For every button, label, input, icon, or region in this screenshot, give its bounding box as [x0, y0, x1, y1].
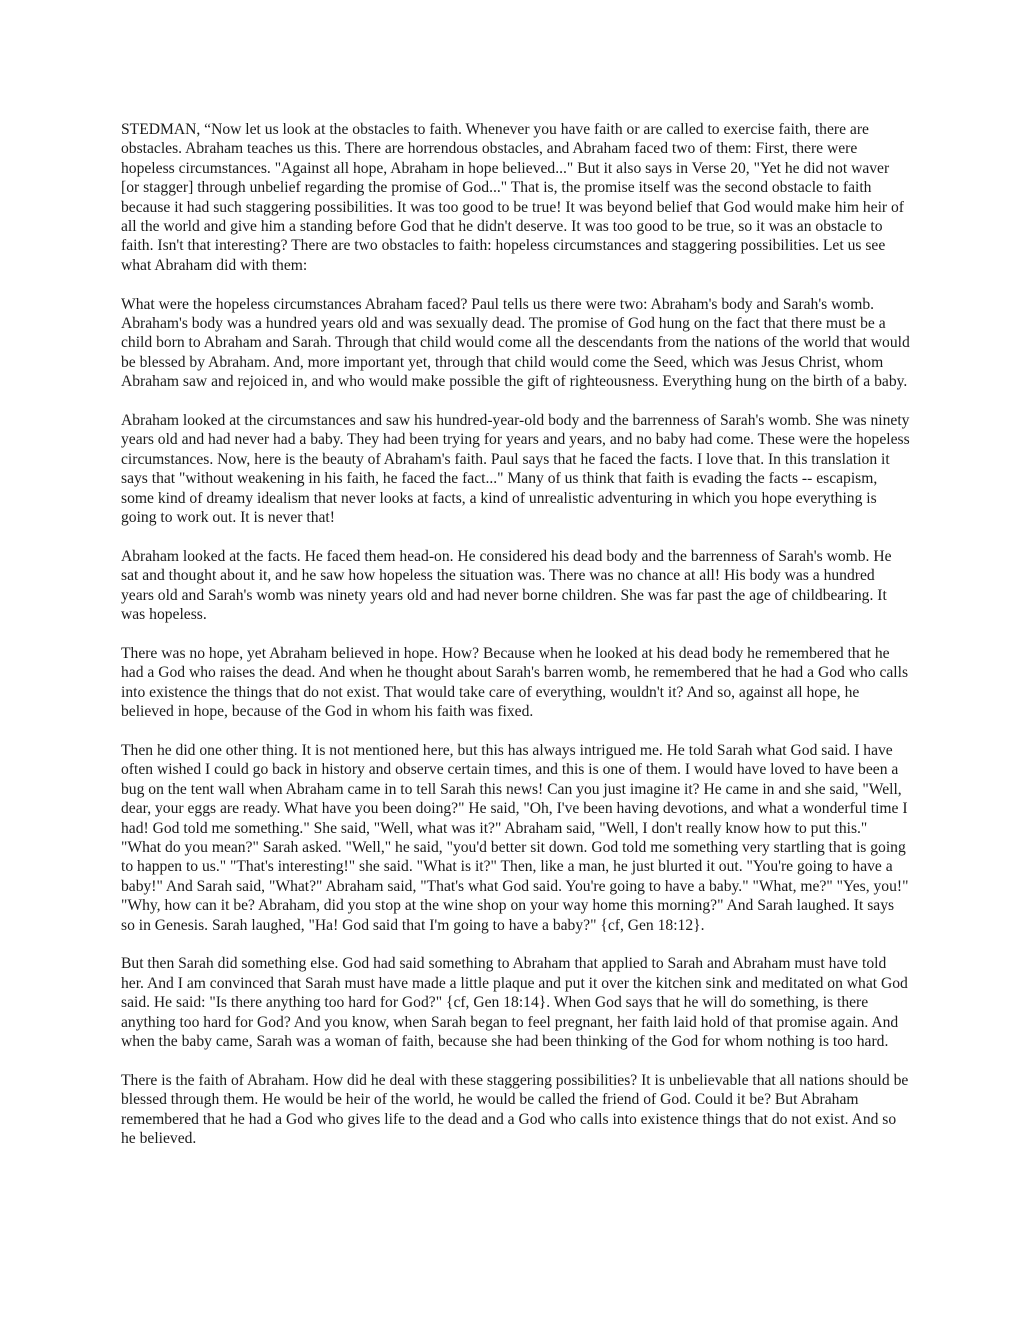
paragraph-told-sarah: Then he did one other thing. It is not mentioned here, but this has always intrigued me. He told Sarah what God said. I have often wished I could go back in history and observe certain times, and this is one of them. I would have loved to have been a bug on the tent wall when Abraham came in to tell Sarah this news! Can you just imagine it? He came in and she said, "Well, dear, your eggs are ready. What have you been doing?" He said, "Oh, I've been having devotions, and what a wonderful time I had! God told me something." She said, "Well, what was it?" Abraham said, "Well, I don't really know how to put this." "What do you mean?" Sarah asked. "Well," he said, "you'd better sit down. God told me something very startling that is going to happen to us." "That's interesting!" she said. "What is it?" Then, like a man, he just blurted it out. "You're going to have a baby!" And Sarah said, "What?" Abraham said, "That's what God said. You're going to have a baby." "What, me?" "Yes, you!" "Why, how can it be? Abraham, did you stop at the wine shop on your way home this morning?" And Sarah laughed. It says so in Genesis. Sarah laughed, "Ha! God said that I'm going to have a baby?" {cf, Gen 18:12}. [121, 741, 909, 934]
paragraph-facing-the-facts: Abraham looked at the circumstances and saw his hundred-year-old body and the barrenness of Sarah's womb. She was ninety years old and had never had a baby. They had been trying for years and years, and no baby had come. These were the hopeless circumstances. Now, here is the beauty of Abraham's faith. Paul says that he faced the facts. I love that. In this translation it says that "without weakening in his faith, he faced the fact..." Many of us think that faith is evading the facts -- escapism, some kind of dreamy idealism that never looks at facts, a kind of unrealistic adventuring in which you hope everything is going to work out. It is never that! [121, 412, 910, 527]
paragraph-hopeless-circumstances: What were the hopeless circumstances Abraham faced? Paul tells us there were two: Abraham's body and Sarah's womb. Abraham's body was a hundred years old and was sexually dead. The promise of God hung on the fact that there must be a child born to Abraham and Sarah. Through that child would come all the descendants from the nations of the world that would be blessed by Abraham. And, more important yet, through that child would come the Seed, which was Jesus Christ, whom Abraham saw and rejoiced in, and who would make possible the gift of righteousness. Everything hung on the birth of a baby. [121, 295, 910, 391]
document-page [121, 120, 911, 1148]
paragraph-faith-of-abraham: There is the faith of Abraham. How did he deal with these staggering possibilities? It is unbelievable that all nations should be blessed through them. He would be heir of the world, he would be called the friend of God. Could it be? But Abraham remembered that he had a God who gives life to the dead and a God who calls into existence things that do not exist. And so he believed. [121, 1071, 909, 1148]
paragraph-sarah-plaque: But then Sarah did something else. God had said something to Abraham that applied to Sarah and Abraham must have told her. And I am convinced that Sarah must have made a little plaque and put it over the kitchen sink and meditated on what God said. He said: "Is there anything too hard for God?" {cf, Gen 18:14}. When God says that he will do something, is there anything too hard for God? And you know, when Sarah began to feel pregnant, her faith laid hold of that promise again. And when the baby came, Sarah was a woman of faith, because she had been thinking of the God for whom nothing is too hard. [121, 955, 908, 1050]
paragraph-looked-at-facts: Abraham looked at the facts. He faced them head-on. He considered his dead body and the barrenness of Sarah's womb. He sat and thought about it, and he saw how hopeless the situation was. There was no chance at all! His body was a hundred years old and Sarah's womb was ninety years old and had never borne children. She was far past the age of childbearing. It was hopeless. [121, 547, 892, 624]
paragraph-obstacles-to-faith: STEDMAN, “Now let us look at the obstacles to faith. Whenever you have faith or are called to exercise faith, there are obstacles. Abraham teaches us this. There are horrendous obstacles, and Abraham faced two of them: First, there were hopeless circumstances. "Against all hope, Abraham in hope believed..." But it also says in Verse 20, "Yet he did not waver [or stagger] through unbelief regarding the promise of God..." That is, the promise itself was the second obstacle to faith because it had such staggering possibilities. It was too good to be true! It was beyond belief that God would make him heir of all the world and give him a standing before God that he didn't deserve. It was too good to be true, so it was an obstacle to faith. Isn't that interesting? There are two obstacles to faith: hopeless circumstances and staggering possibilities. Let us see what Abraham did with them: [121, 121, 904, 274]
paragraph-believed-in-hope: There was no hope, yet Abraham believed in hope. How? Because when he looked at his dead body he remembered that he had a God who raises the dead. And when he thought about Sarah's barren womb, he remembered that he had a God who calls into existence the things that do not exist. That would take care of everything, wouldn't it? And so, against all hope, he believed in hope, because of the God in whom his faith was fixed. [121, 644, 909, 721]
